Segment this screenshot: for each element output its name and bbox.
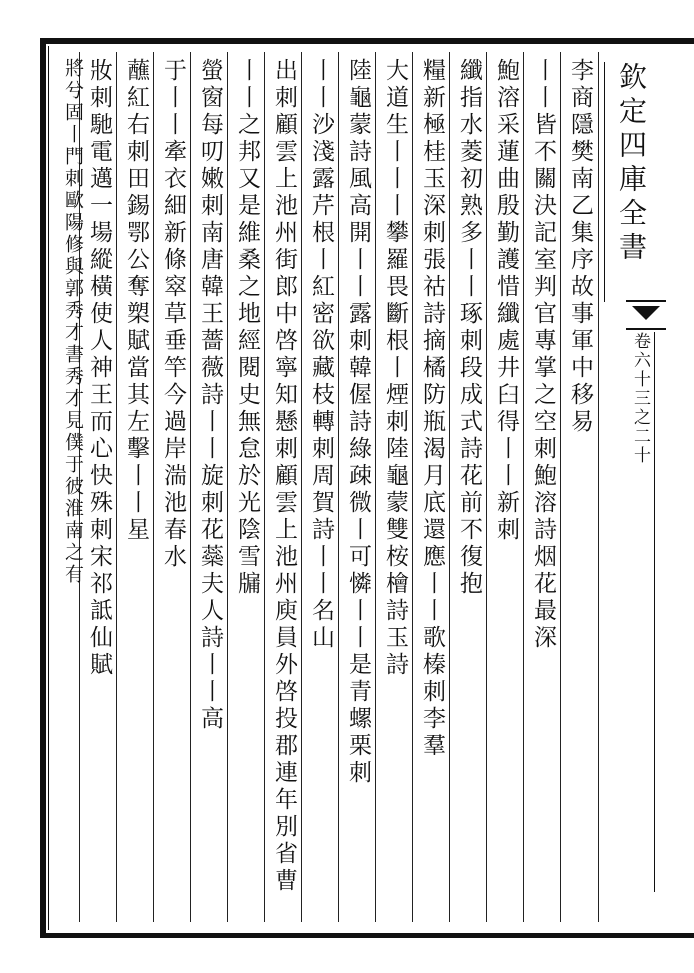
text-column-13: 蘸紅右刺田錫鄂公奪槊賦當其左擊丨丨星: [123, 58, 149, 544]
text-column-6: 大道生丨丨丨攀羅畏斷根丨煙刺陸龜蒙雙桉檜詩玉詩: [382, 58, 408, 679]
column-rule: [598, 52, 599, 922]
text-column-7: 陸龜蒙詩風高開丨丨露刺韓偓詩綠疎微丨可憐丨丨是青螺栗刺: [345, 58, 371, 787]
fishtail-mark: [626, 300, 666, 330]
volume-rule: [654, 332, 655, 892]
text-column-11: 螢窗每叨嫩刺南唐韓王薔薇詩丨丨旋刺花蘂夫人詩丨丨高: [197, 58, 223, 733]
column-rule: [264, 52, 265, 922]
text-column-10: 丨丨之邦又是維桑之地經閱史無怠於光陰雪牖: [234, 58, 260, 598]
column-rule: [153, 52, 154, 922]
text-column-5: 糧新極桂玉深刺張祜詩摘橘防瓶渴月底還應丨丨歌榛刺李羣: [419, 58, 445, 760]
column-rule: [338, 52, 339, 922]
column-rule: [227, 52, 228, 922]
column-rule: [190, 52, 191, 922]
column-rule: [486, 52, 487, 922]
column-rule: [560, 52, 561, 922]
column-rule: [301, 52, 302, 922]
text-column-14: 妝刺馳電邁一場縱橫使人神王而心快殊刺宋祁詆仙賦: [86, 58, 112, 679]
text-column-2: 丨丨皆不關決記室判官專掌之空刺鮑溶詩烟花最深: [530, 58, 556, 652]
text-column-1: 李商隱樊南乙集序故事軍中移易: [567, 58, 593, 436]
text-column-4: 纖指水菱初熟多丨丨琢刺段成式詩花前不復抱: [456, 58, 482, 598]
column-rule: [523, 52, 524, 922]
margin-title: 欽定四庫全書: [604, 62, 657, 302]
text-column-8: 丨丨沙淺露芹根丨紅密欲藏枝轉刺周賀詩丨丨名山: [308, 58, 334, 652]
inner-border: [48, 46, 59, 930]
column-rule: [116, 52, 117, 922]
text-column-15: 將兮固丨門刺歐陽修與郭秀才書秀才見僕于彼淮南之有: [62, 58, 84, 586]
text-column-9: 出刺顧雲上池州街郎中啓寧知懸刺顧雲上池州庾員外啓投郡連年別省曹: [271, 58, 297, 895]
text-column-3: 鮑溶采蓮曲殷勤護惜纖處井臼得丨丨新刺: [493, 58, 519, 544]
text-column-12: 于丨丨牽衣細新條窣草垂竿今過岸湍池春水: [160, 58, 186, 571]
volume-label: 卷六十三之二十: [630, 332, 650, 465]
column-rule: [412, 52, 413, 922]
column-rule: [375, 52, 376, 922]
column-rule: [449, 52, 450, 922]
